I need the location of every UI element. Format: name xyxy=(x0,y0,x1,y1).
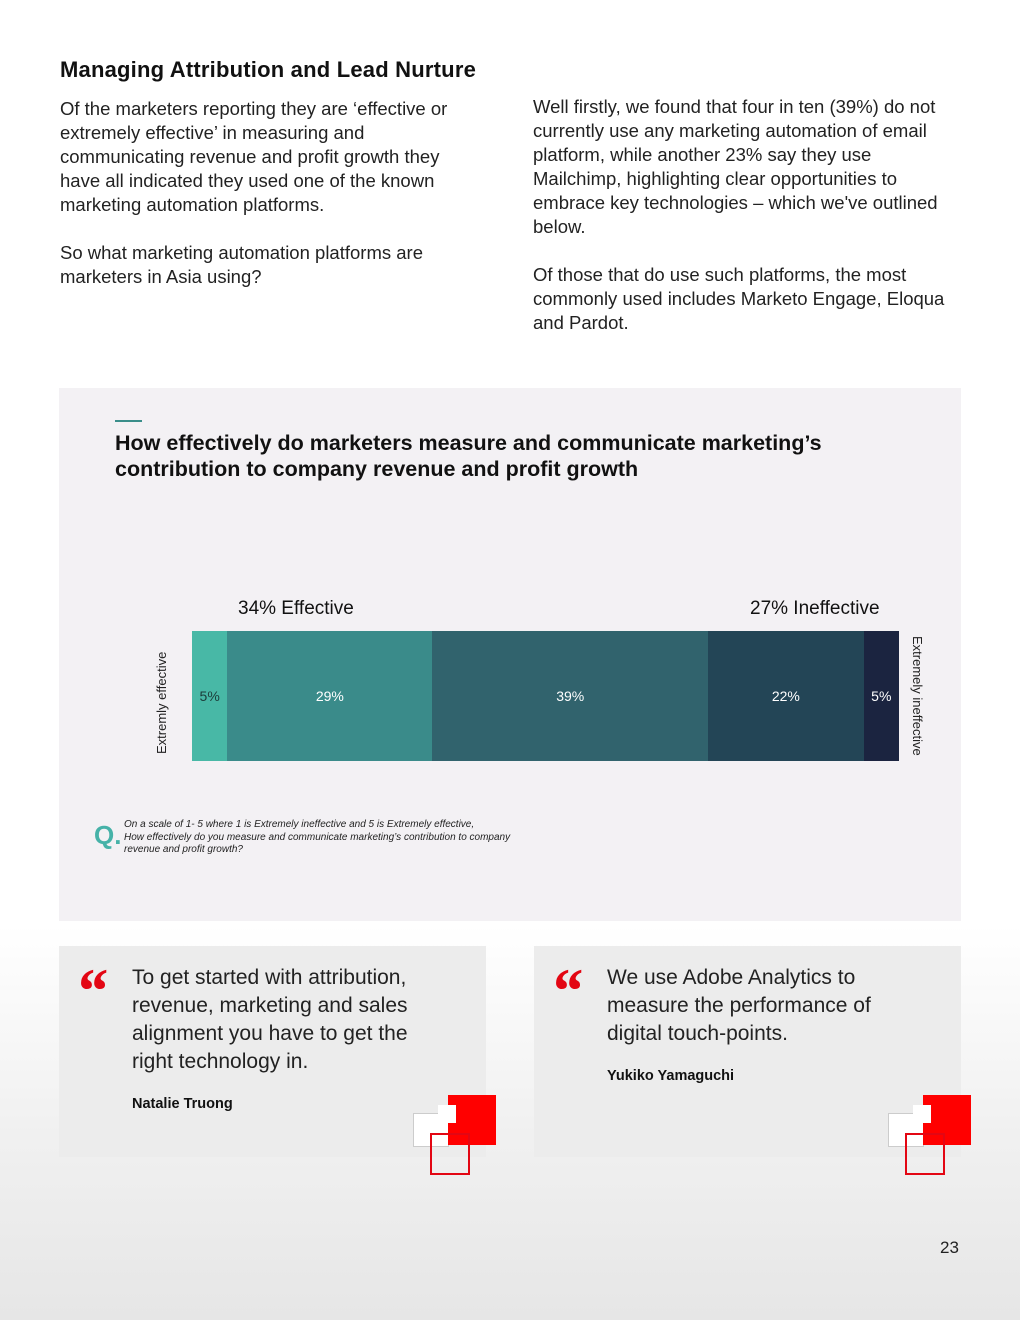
ineffective-group-label: 27% Ineffective xyxy=(750,598,880,619)
quote-author: Natalie Truong xyxy=(132,1096,233,1112)
section-heading: Managing Attribution and Lead Nurture xyxy=(60,57,477,82)
segment-value-label: 22% xyxy=(771,688,800,704)
bar-segment-5 xyxy=(192,631,227,761)
bar-segment-4 xyxy=(227,631,432,761)
chart-title: How effectively do marketers measure and communicate marketing’s contribution to company revenue and profit growth xyxy=(115,431,822,481)
decorative-squares-icon xyxy=(413,1095,503,1185)
bar-segment-1 xyxy=(864,631,899,761)
segment-value-label: 29% xyxy=(315,688,344,704)
quote-text: To get started with attribution, revenue, marketing and sales alignment you have to get the right technology in. xyxy=(132,966,408,1073)
quote-mark-icon: “ xyxy=(75,955,107,1026)
stacked-bar xyxy=(192,631,899,761)
left-axis-label: Extremly effective xyxy=(154,651,169,754)
segment-value-label: 5% xyxy=(199,688,220,704)
chart-panel xyxy=(59,388,961,921)
question-mark-icon: Q. xyxy=(94,820,122,850)
body-text-left: Of the marketers reporting they are ‘effective or extremely effective’ in measuring and communicating revenue and profit growth they have all indicated they used one of the known marketing automation platforms. So what marketing automation platforms are marketers in Asia using? xyxy=(60,98,448,287)
survey-question: On a scale of 1- 5 where 1 is Extremely ineffective and 5 is Extremely effective, How effectively do you measure and communicate marketing’s contribution to company revenue and profit growth? xyxy=(124,819,511,855)
page-number: 23 xyxy=(940,1238,959,1257)
body-text-right: Well firstly, we found that four in ten (39%) do not currently use any marketing automation of email platform, while another 23% say they use Mailchimp, highlighting clear opportunities to embrace key technologies – which we've outlined below. Of those that do use such platforms, the most commonly used includes Marketo Engage, Eloqua and Pardot. xyxy=(533,96,945,333)
accent-line xyxy=(115,420,142,422)
decorative-squares-icon xyxy=(888,1095,978,1185)
quote-text: We use Adobe Analytics to measure the performance of digital touch-points. xyxy=(607,966,871,1045)
bar-segment-2 xyxy=(708,631,864,761)
right-axis-label: Extremely ineffective xyxy=(910,636,925,756)
segment-value-label: 5% xyxy=(871,688,892,704)
bar-segment-3 xyxy=(432,631,708,761)
quote-author: Yukiko Yamaguchi xyxy=(607,1068,735,1084)
quote-mark-icon: “ xyxy=(550,955,582,1026)
effective-group-label: 34% Effective xyxy=(238,598,354,619)
segment-value-label: 39% xyxy=(556,688,585,704)
